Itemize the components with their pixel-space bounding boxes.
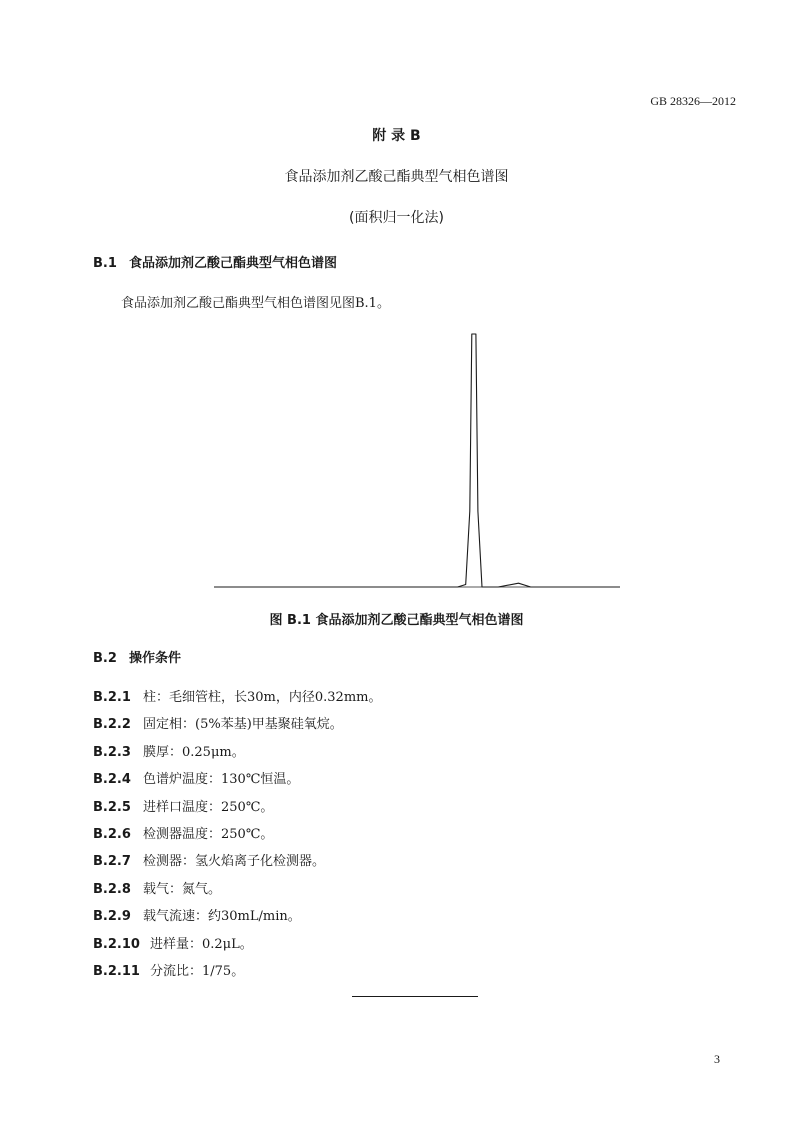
section-b2-heading [93,647,181,666]
section-number: B.1 [93,256,117,271]
item-text: 进样量：0.2μL。 [150,936,253,952]
figure-caption: 图 B.1 食品添加剂乙酸己酯典型气相色谱图 [269,613,524,628]
section-b1-paragraph: 食品添加剂乙酸己酯典型气相色谱图见图B.1。 [121,296,390,311]
standard-code: GB 28326—2012 [650,94,736,108]
list-item [93,960,244,979]
section-title: 食品添加剂乙酸己酯典型气相色谱图 [129,256,338,271]
item-number: B.2.5 [93,799,131,815]
item-number: B.2.9 [93,909,131,925]
list-item [93,823,273,842]
list-item [93,768,299,787]
item-number: B.2.6 [93,827,131,842]
appendix-subtitle: 食品添加剂乙酸己酯典型气相色谱图 [284,169,509,185]
list-item [93,878,221,897]
item-number: B.2.1 [93,690,131,705]
item-text: 载气流速：约30mL/min。 [143,909,301,925]
appendix-method: (面积归一化法) [349,210,444,226]
list-item [93,905,301,924]
item-text: 检测器：氢火焰离子化检测器。 [143,854,326,870]
chromatogram-chart [210,330,622,592]
list-item [93,850,325,869]
item-number: B.2.7 [93,854,131,870]
item-number: B.2.10 [93,936,140,952]
item-number: B.2.3 [93,744,131,760]
item-text: 固定相：(5%苯基)甲基聚硅氧烷。 [143,717,343,733]
item-number: B.2.11 [93,964,140,979]
section-number: B.2 [93,651,117,666]
list-item [93,713,343,732]
list-item [93,741,245,760]
item-number: B.2.8 [93,881,131,897]
item-number: B.2.4 [93,772,131,788]
chromatogram-trace [214,334,620,587]
list-item [93,796,273,815]
item-text: 膜厚：0.25μm。 [143,744,245,760]
section-b1-heading [93,252,337,271]
page-number: 3 [714,1052,720,1066]
section-title: 操作条件 [129,651,182,666]
appendix-title: 附 录 B [372,128,421,144]
item-text: 进样口温度：250℃。 [143,799,274,815]
list-item [93,686,381,705]
item-text: 检测器温度：250℃。 [143,827,274,842]
item-text: 分流比：1/75。 [150,964,245,979]
item-text: 柱：毛细管柱，长30m，内径0.32mm。 [143,690,382,705]
item-text: 载气：氮气。 [143,881,222,897]
end-rule [352,996,478,997]
item-text: 色谱炉温度：130℃恒温。 [143,772,300,788]
list-item [93,933,253,952]
item-number: B.2.2 [93,717,131,733]
